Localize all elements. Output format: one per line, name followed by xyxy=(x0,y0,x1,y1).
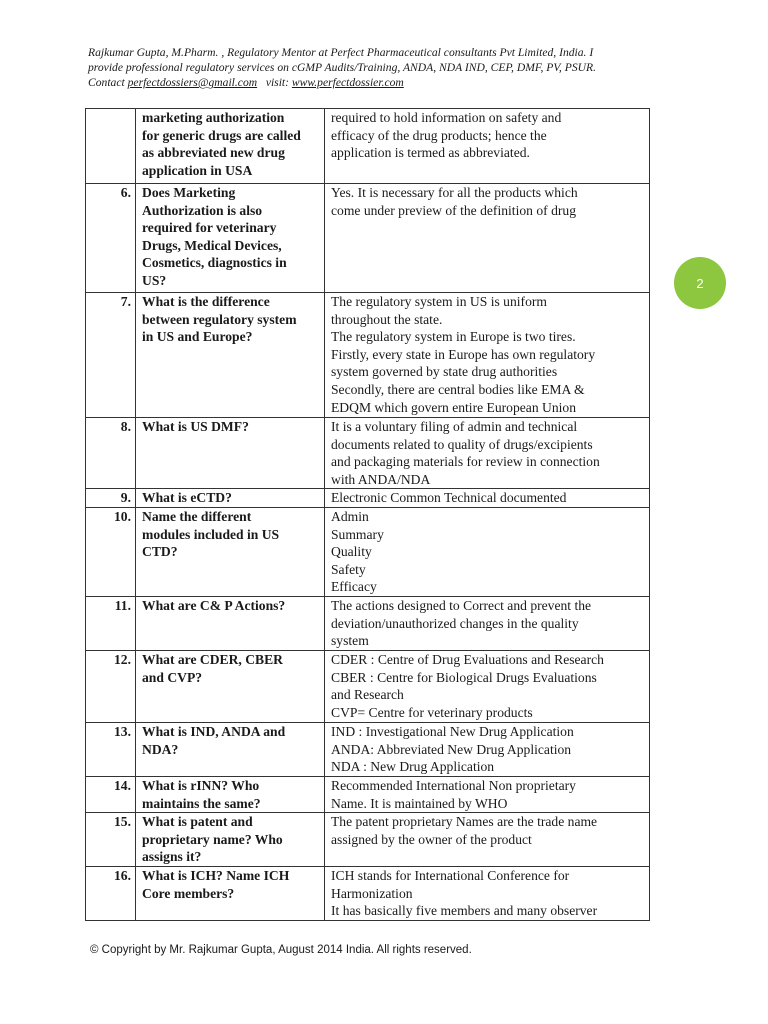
question-cell xyxy=(136,813,325,867)
question-line: marketing authorization xyxy=(142,110,285,125)
answer-line: deviation/unauthorized changes in the quality xyxy=(331,615,579,631)
question-number: 8. xyxy=(86,418,136,489)
answer-line: Electronic Common Technical documented xyxy=(331,490,567,506)
answer-line: Name. It is maintained by WHO xyxy=(331,795,508,811)
answer-line: It is a voluntary filing of admin and technical xyxy=(331,419,578,434)
answer-cell xyxy=(325,722,650,776)
answer-line: NDA : New Drug Application xyxy=(331,759,495,775)
answer-cell xyxy=(325,418,650,489)
question-cell xyxy=(136,776,325,812)
question-line: as abbreviated new drug xyxy=(142,145,285,161)
page-header xyxy=(88,45,668,90)
question-number: 6. xyxy=(86,184,136,293)
answer-line: Recommended International Non proprietary xyxy=(331,777,576,793)
table-row xyxy=(86,722,650,776)
page-number-badge: 2 xyxy=(674,257,726,309)
question-line: application in USA xyxy=(142,162,253,178)
question-line: for generic drugs are called xyxy=(142,127,301,143)
answer-line: system governed by state drug authorities xyxy=(331,364,558,380)
question-line: Name the different xyxy=(142,508,252,524)
answer-line: come under preview of the definition of drug xyxy=(331,202,576,218)
answer-line: efficacy of the drug products; hence the xyxy=(331,127,547,143)
answer-line: The actions designed to Correct and prevent the xyxy=(331,597,592,613)
question-cell xyxy=(136,489,325,508)
answer-cell xyxy=(325,184,650,293)
question-line: Drugs, Medical Devices, xyxy=(142,237,282,253)
answer-cell xyxy=(325,596,650,650)
question-number: 16. xyxy=(86,867,136,921)
table-row xyxy=(86,507,650,596)
question-line: CTD? xyxy=(142,544,178,560)
answer-cell xyxy=(325,813,650,867)
question-line: maintains the same? xyxy=(142,795,261,811)
answer-line: Secondly, there are central bodies like EMA & xyxy=(331,381,585,397)
qa-table-body xyxy=(86,109,650,921)
answer-line: throughout the state. xyxy=(331,311,443,327)
answer-line: Summary xyxy=(331,526,384,542)
question-cell xyxy=(136,109,325,184)
table-row xyxy=(86,489,650,508)
question-cell xyxy=(136,596,325,650)
question-line: What are CDER, CBER xyxy=(142,651,283,667)
question-line: assigns it? xyxy=(142,849,202,865)
question-line: Core members? xyxy=(142,885,235,901)
question-line: What is IND, ANDA and xyxy=(142,723,286,739)
question-line: required for veterinary xyxy=(142,220,277,236)
qa-table xyxy=(85,108,650,921)
header-contact-line xyxy=(88,75,668,90)
answer-line: CBER : Centre for Biological Drugs Evaluations xyxy=(331,669,597,685)
contact-label: Contact xyxy=(88,76,125,89)
answer-line: system xyxy=(331,633,369,649)
question-line: What is ICH? Name ICH xyxy=(142,868,290,884)
answer-line: Safety xyxy=(331,561,366,577)
answer-cell xyxy=(325,776,650,812)
question-line: modules included in US xyxy=(142,526,280,542)
question-line: US? xyxy=(142,272,167,288)
question-number: 10. xyxy=(86,507,136,596)
question-line: Authorization is also xyxy=(142,202,263,218)
answer-line: with ANDA/NDA xyxy=(331,471,431,487)
email-link[interactable]: perfectdossiers@gmail.com xyxy=(127,76,258,89)
table-row xyxy=(86,776,650,812)
answer-cell xyxy=(325,293,650,418)
answer-line: EDQM which govern entire European Union xyxy=(331,399,576,415)
answer-line: IND : Investigational New Drug Application xyxy=(331,723,574,739)
answer-line: The regulatory system in Europe is two tires. xyxy=(331,329,576,345)
answer-line: ICH stands for International Conference for xyxy=(331,868,570,884)
answer-cell xyxy=(325,650,650,722)
table-row xyxy=(86,813,650,867)
question-line: Cosmetics, diagnostics in xyxy=(142,255,287,271)
answer-cell xyxy=(325,109,650,184)
question-line: What are C& P Actions? xyxy=(142,597,286,613)
answer-line: The patent proprietary Names are the trade name xyxy=(331,814,598,830)
question-cell xyxy=(136,507,325,596)
question-cell xyxy=(136,722,325,776)
answer-line: Efficacy xyxy=(331,579,377,595)
answer-line: ANDA: Abbreviated New Drug Application xyxy=(331,741,572,757)
header-line-2: provide professional regulatory services on cGMP Audits/Training, ANDA, NDA IND, CEP, DMF, PV, PSUR. xyxy=(88,61,596,74)
answer-cell xyxy=(325,507,650,596)
question-number: 13. xyxy=(86,722,136,776)
answer-line: CDER : Centre of Drug Evaluations and Research xyxy=(331,651,604,667)
question-number: 12. xyxy=(86,650,136,722)
question-line: What is US DMF? xyxy=(142,419,249,434)
question-cell xyxy=(136,184,325,293)
answer-line: Harmonization xyxy=(331,885,413,901)
question-line: and CVP? xyxy=(142,669,203,685)
question-number: 9. xyxy=(86,489,136,508)
table-row xyxy=(86,109,650,184)
question-line: What is rINN? Who xyxy=(142,777,260,793)
question-line: proprietary name? Who xyxy=(142,831,283,847)
table-row xyxy=(86,650,650,722)
header-line-1: Rajkumar Gupta, M.Pharm. , Regulatory Mentor at Perfect Pharmaceutical consultants Pvt Limited, India. I xyxy=(88,46,594,59)
answer-line: It has basically five members and many observer xyxy=(331,903,598,919)
question-cell xyxy=(136,293,325,418)
question-line: What is patent and xyxy=(142,814,253,830)
answer-cell xyxy=(325,489,650,508)
answer-line: The regulatory system in US is uniform xyxy=(331,294,547,309)
question-line: What is the difference xyxy=(142,294,270,309)
question-line: between regulatory system xyxy=(142,311,297,327)
question-cell xyxy=(136,867,325,921)
answer-line: documents related to quality of drugs/excipients xyxy=(331,436,593,452)
answer-line: application is termed as abbreviated. xyxy=(331,145,530,161)
question-line: What is eCTD? xyxy=(142,490,232,506)
table-row xyxy=(86,596,650,650)
question-line: in US and Europe? xyxy=(142,329,253,345)
answer-line: Admin xyxy=(331,508,369,524)
question-number: 7. xyxy=(86,293,136,418)
answer-cell xyxy=(325,867,650,921)
question-cell xyxy=(136,418,325,489)
answer-line: Firstly, every state in Europe has own regulatory xyxy=(331,346,596,362)
table-row xyxy=(86,184,650,293)
answer-line: and packaging materials for review in connection xyxy=(331,454,600,470)
question-line: Does Marketing xyxy=(142,185,236,200)
answer-line: assigned by the owner of the product xyxy=(331,831,532,847)
table-row xyxy=(86,418,650,489)
question-line: NDA? xyxy=(142,741,179,757)
website-link[interactable]: www.perfectdossier.com xyxy=(291,76,404,89)
answer-line: CVP= Centre for veterinary products xyxy=(331,704,533,720)
question-number: 14. xyxy=(86,776,136,812)
table-row xyxy=(86,293,650,418)
answer-line: Yes. It is necessary for all the products which xyxy=(331,185,578,200)
answer-line: Quality xyxy=(331,544,372,560)
table-row xyxy=(86,867,650,921)
visit-label: visit: xyxy=(265,76,289,89)
question-number: 11. xyxy=(86,596,136,650)
copyright-footer: © Copyright by Mr. Rajkumar Gupta, August 2014 India. All rights reserved. xyxy=(90,944,472,956)
question-cell xyxy=(136,650,325,722)
answer-line: required to hold information on safety and xyxy=(331,110,562,125)
question-number xyxy=(86,109,136,184)
question-number: 15. xyxy=(86,813,136,867)
answer-line: and Research xyxy=(331,687,404,703)
